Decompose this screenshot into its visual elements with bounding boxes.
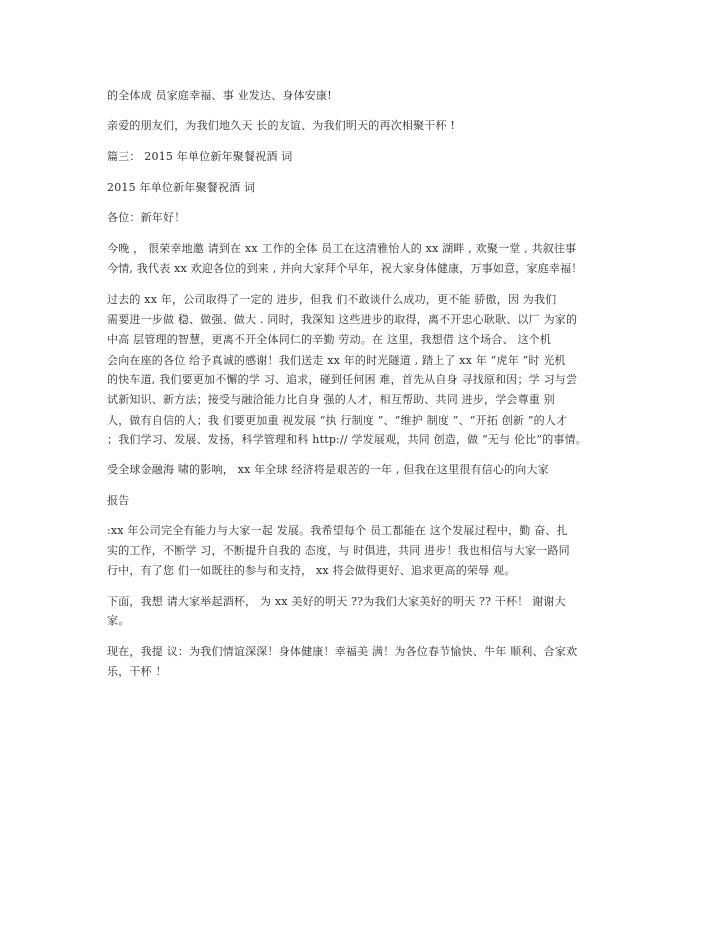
salutation: 各位：新年好！ [107, 211, 186, 224]
text-line: 的快车道, 我们要更加不懈的学 习、追求，碰到任何困 难，首先从自身 寻找原和因；学 习与尝 [107, 373, 578, 386]
text-line: 现在，我提 议：为我们情谊深深！身体健康！幸福美 满！为各位春节愉快、牛年 顺利、合家欢 [107, 645, 578, 658]
section-title: 2015 年单位新年聚餐祝酒 词 [107, 181, 256, 194]
text-line: 的全体成 员家庭幸福、事 业发达、身体安康! [107, 89, 332, 102]
text-line: :xx 年公司完全有能力与大家一起 发展。我希望每个 员工都能在 这个发展过程中，勤 奋、扎 [107, 524, 568, 537]
text-line: ；我们学习、发展、发扬，科学管理和科 http:// 学发展观，共同 创造，做 “无与 伦比”的事情。 [107, 433, 588, 446]
text-line: 会向在座的各位 给予真诚的感谢！我们送走 xx 年的时光隧道 , 踏上了 xx 年 “虎年 ”时 光机 [107, 354, 566, 367]
text-line: 需要进一步做 稳、做强、做大 . 同时，我深知 这些进步的取得，离不开忠心耿耿、以厂 为家的 [107, 313, 578, 326]
text-line: 过去的 xx 年，公司取得了一定的 进步，但我 们不敢谈什么成功，更不能 骄傲，因 为我们 [107, 293, 557, 306]
text-line: 亲爱的朋友们，为我们地久天 长的友谊、为我们明天的再次相聚干杯 ! [107, 119, 456, 132]
text-line: 报告 [107, 494, 130, 507]
text-line: 人，做有自信的人；我 们要更加重 视发展 “执 行制度 ”、“维护 制度 ”、“开拓 创新 ”的人才 [107, 414, 568, 427]
text-line: 行中，有了您 们一如既往的参与和支持， xx 将会做得更好、追求更高的荣辱 观。 [107, 564, 516, 577]
text-line: 家。 [107, 614, 130, 627]
text-line: 实的工作，不断学 习，不断提升自我的 态度，与 时俱进，共同 进步！我也相信与大家一路同 [107, 544, 570, 557]
text-line: 今情, 我代表 xx 欢迎各位的到来 , 并向大家拜个早年，祝大家身体健康，万事如意，家庭幸福！ [107, 262, 583, 275]
text-line: 乐，干杯 ！ [107, 665, 167, 678]
text-line: 今晚 ， 很荣幸地邀 请到在 xx 工作的全体 员工在这清雅怡人的 xx 湖畔 , 欢聚一堂 , 共叙往事 [107, 242, 577, 255]
text-line: 试新知识、新方法；接受与融洽能力比自身 强的人才，相互帮助、共同 进步，学会尊重 别 [107, 393, 555, 406]
text-line: 受全球金融海 啸的影响， xx 年全球 经济将是艰苦的一年 , 但我在这里很有信心的向大家 [107, 463, 549, 476]
text-line: 下面，我想 请大家举起酒杯， 为 xx 美好的明天 ??为我们大家美好的明天 ?? 干杯！ 谢谢大 [107, 595, 566, 608]
text-line: 中高 层管理的智慧，更离不开全体同仁的辛勤 劳动。在 这里，我想借 这个场合、 这个机 [107, 333, 552, 346]
section-heading: 篇三： 2015 年单位新年聚餐祝酒 词 [107, 150, 293, 163]
